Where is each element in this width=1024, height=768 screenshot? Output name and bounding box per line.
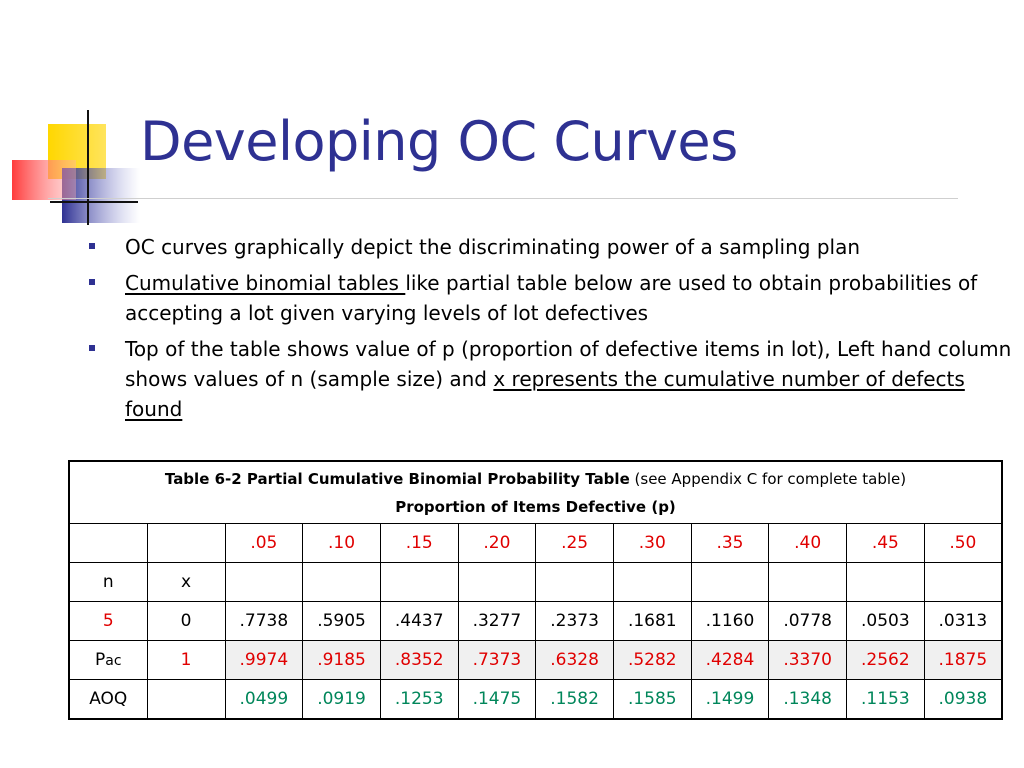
bullet-item xyxy=(88,268,1018,328)
pac-cell: .5282 xyxy=(613,641,691,680)
empty-cell xyxy=(924,563,1002,602)
bullet-underlined-text: Cumulative binomial tables xyxy=(125,271,406,295)
caption-title: Table 6-2 Partial Cumulative Binomial Probability Table xyxy=(164,470,630,488)
probability-cell: .0503 xyxy=(847,602,925,641)
probability-cell: .7738 xyxy=(225,602,303,641)
empty-cell xyxy=(225,563,303,602)
bullet-underlined-text: x represents the cumulative number of defects found xyxy=(125,367,965,421)
bullet-square-icon xyxy=(89,279,95,285)
bullet-square-icon xyxy=(89,345,95,351)
table-caption-row xyxy=(69,461,1002,524)
empty-cell xyxy=(147,524,225,563)
p-value-cell: .10 xyxy=(303,524,381,563)
p-value-cell: .40 xyxy=(769,524,847,563)
x-value-cell: 1 xyxy=(147,641,225,680)
pac-cell: .3370 xyxy=(769,641,847,680)
pac-cell: .9185 xyxy=(303,641,381,680)
empty-cell xyxy=(769,563,847,602)
table-caption xyxy=(69,461,1002,524)
probability-cell: .5905 xyxy=(303,602,381,641)
probability-cell: .3277 xyxy=(458,602,536,641)
aoq-cell: .0919 xyxy=(303,680,381,720)
bullet-square-icon xyxy=(89,243,95,249)
aoq-cell: .1253 xyxy=(380,680,458,720)
p-value-cell: .50 xyxy=(924,524,1002,563)
empty-cell xyxy=(380,563,458,602)
n-value-cell: 5 xyxy=(69,602,147,641)
table-row-pac xyxy=(69,641,1002,680)
p-value-cell: .45 xyxy=(847,524,925,563)
aoq-cell: .0499 xyxy=(225,680,303,720)
aoq-cell: .1348 xyxy=(769,680,847,720)
pac-label: Pac xyxy=(69,641,147,680)
aoq-cell: .1585 xyxy=(613,680,691,720)
probability-cell: .2373 xyxy=(536,602,614,641)
probability-cell: .4437 xyxy=(380,602,458,641)
probability-cell: .1160 xyxy=(691,602,769,641)
table-row-aoq xyxy=(69,680,1002,720)
probability-cell: .0313 xyxy=(924,602,1002,641)
pac-cell: .1875 xyxy=(924,641,1002,680)
pac-cell: .6328 xyxy=(536,641,614,680)
n-label: n xyxy=(69,563,147,602)
pac-cell: .8352 xyxy=(380,641,458,680)
bullet-text: like partial table below are used to obtain probabilities of accepting a lot given varying levels of lot defectives xyxy=(125,271,978,325)
slide-title: Developing OC Curves xyxy=(140,110,738,173)
p-value-cell: .35 xyxy=(691,524,769,563)
bullet-text: Top of the table shows value of p (proportion of defective items in lot), Left hand column shows values of n (sample size) and xyxy=(125,337,1012,391)
bullet-list xyxy=(88,232,1018,430)
x-value-cell: 0 xyxy=(147,602,225,641)
table-subheader: Proportion of Items Defective (p) xyxy=(395,498,676,516)
empty-cell xyxy=(847,563,925,602)
aoq-cell: .1499 xyxy=(691,680,769,720)
bullet-text: OC curves graphically depict the discriminating power of a sampling plan xyxy=(125,235,861,259)
p-value-cell: .05 xyxy=(225,524,303,563)
corner-decoration xyxy=(0,0,140,230)
p-value-cell: .20 xyxy=(458,524,536,563)
p-value-cell: .30 xyxy=(613,524,691,563)
bullet-item xyxy=(88,334,1018,424)
empty-cell xyxy=(458,563,536,602)
pac-cell: .4284 xyxy=(691,641,769,680)
caption-note: (see Appendix C for complete table) xyxy=(634,470,907,488)
aoq-cell: .0938 xyxy=(924,680,1002,720)
pac-cell: .9974 xyxy=(225,641,303,680)
aoq-cell: .1475 xyxy=(458,680,536,720)
empty-cell xyxy=(303,563,381,602)
pac-cell: .2562 xyxy=(847,641,925,680)
empty-cell xyxy=(613,563,691,602)
p-value-cell: .15 xyxy=(380,524,458,563)
pac-cell: .7373 xyxy=(458,641,536,680)
binomial-probability-table xyxy=(68,460,1003,720)
column-label-row xyxy=(69,563,1002,602)
aoq-cell: .1582 xyxy=(536,680,614,720)
empty-cell xyxy=(147,680,225,720)
aoq-label: AOQ xyxy=(69,680,147,720)
aoq-cell: .1153 xyxy=(847,680,925,720)
table-row-x0 xyxy=(69,602,1002,641)
empty-cell xyxy=(69,524,147,563)
x-label: x xyxy=(147,563,225,602)
p-header-row xyxy=(69,524,1002,563)
p-value-cell: .25 xyxy=(536,524,614,563)
title-divider xyxy=(48,198,958,199)
bullet-item xyxy=(88,232,1018,262)
empty-cell xyxy=(691,563,769,602)
probability-cell: .0778 xyxy=(769,602,847,641)
probability-cell: .1681 xyxy=(613,602,691,641)
empty-cell xyxy=(536,563,614,602)
